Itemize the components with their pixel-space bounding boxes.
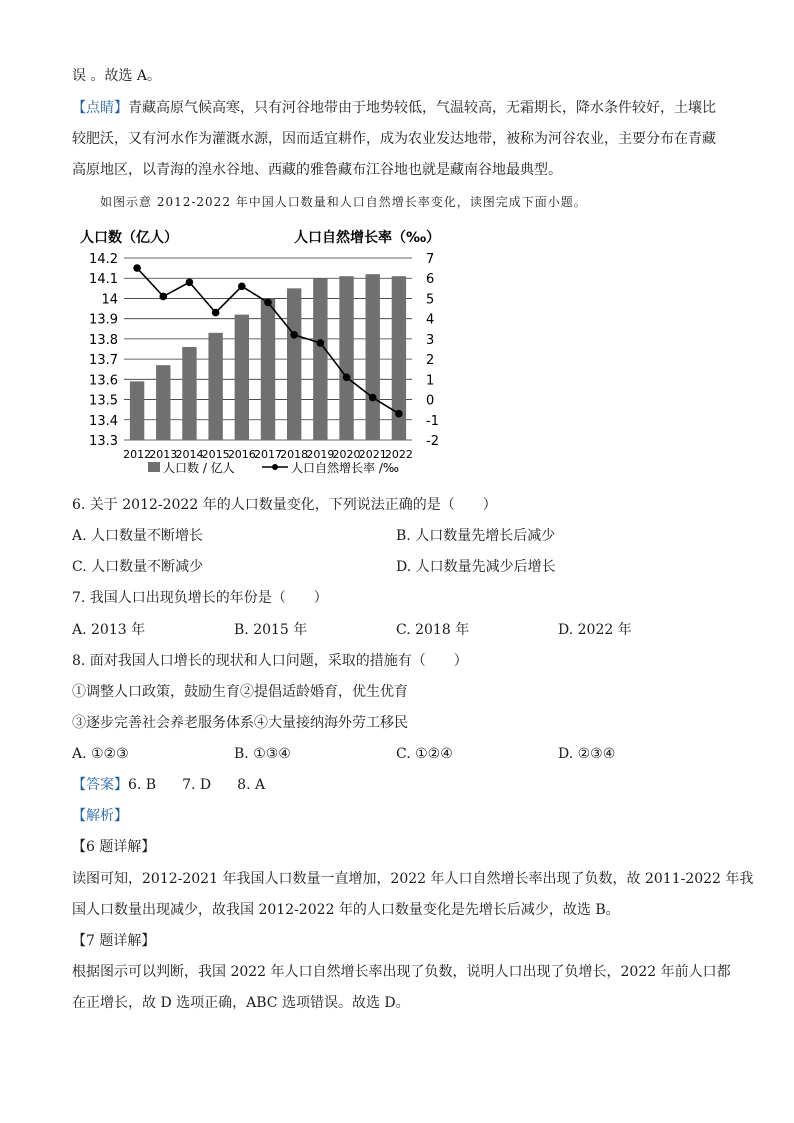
bar-population	[339, 276, 353, 440]
right-tick-label: -2	[426, 434, 439, 449]
bar-population	[156, 365, 170, 440]
q6-option-c[interactable]: C. 人口数量不断减少	[72, 559, 204, 575]
right-tick-label: 1	[426, 373, 435, 389]
tip-text: 青藏高原气候高寒，只有河谷地带由于地势较低，气温较高，无霜期长，降水条件较好，土壤比	[128, 100, 716, 116]
x-tick-label: 2013	[149, 448, 178, 461]
left-tick-label: 13.7	[89, 353, 118, 369]
detail-6-line-1: 读图可知，2012-2021 年我国人口数量一直增加，2022 年人口自然增长率出现了负数，故 2011-2022 年我	[72, 871, 754, 887]
growth-rate-point	[343, 374, 351, 382]
left-tick-label: 13.6	[89, 373, 118, 389]
legend-bar-swatch	[148, 462, 160, 472]
right-tick-label: 7	[426, 252, 435, 267]
analysis-tag: 【解析】	[72, 808, 128, 824]
text-line: 误 。故选 A。	[72, 68, 162, 84]
growth-rate-point	[264, 299, 272, 307]
bar-population	[261, 298, 275, 440]
q7-option-d[interactable]: D. 2022 年	[558, 622, 632, 638]
x-tick-label: 2017	[254, 448, 282, 461]
x-tick-label: 2018	[280, 448, 309, 461]
answer-7: 7. D	[182, 777, 212, 793]
x-tick-label: 2016	[227, 448, 256, 461]
left-tick-label: 14.2	[89, 252, 118, 267]
q6-option-d[interactable]: D. 人口数量先减少后增长	[396, 559, 556, 575]
legend-line-marker	[272, 464, 278, 470]
q6-option-b[interactable]: B. 人口数量先增长后减少	[396, 528, 556, 544]
legend-line-label: 人口自然增长率 /‰	[291, 461, 399, 475]
left-tick-label: 14	[101, 292, 118, 308]
tip-tag: 【点睛】	[72, 100, 128, 116]
left-axis-title: 人口数（亿人）	[80, 230, 178, 246]
growth-rate-point	[133, 264, 141, 272]
right-tick-label: -1	[426, 413, 439, 429]
growth-rate-point	[159, 293, 167, 301]
q7-option-b[interactable]: B. 2015 年	[234, 622, 308, 638]
population-chart	[72, 222, 452, 484]
left-tick-label: 13.5	[89, 393, 118, 409]
answer-line	[72, 775, 265, 795]
right-tick-label: 3	[426, 332, 435, 348]
q6-stem: 6. 关于 2012-2022 年的人口数量变化，下列说法正确的是（ ）	[72, 497, 497, 513]
tip-paragraph-line	[72, 98, 716, 118]
growth-rate-point	[290, 331, 298, 339]
detail-7-tag: 【7 题详解】	[72, 933, 156, 949]
q7-option-c[interactable]: C. 2018 年	[396, 622, 470, 638]
growth-rate-point	[317, 339, 325, 347]
q7-option-a[interactable]: A. 2013 年	[72, 622, 146, 638]
x-tick-label: 2015	[201, 448, 230, 461]
text-line: 高原地区，以青海的湟水谷地、西藏的雅鲁藏布江谷地也就是藏南谷地最典型。	[72, 162, 562, 178]
legend-bar-label: 人口数 / 亿人	[163, 461, 235, 475]
chart-intro: 如图示意 2012-2022 年中国人口数量和人口自然增长率变化，读图完成下面小题。	[100, 195, 587, 209]
q7-stem: 7. 我国人口出现负增长的年份是（ ）	[72, 590, 328, 606]
answer-tag: 【答案】	[72, 777, 128, 793]
left-tick-label: 13.8	[89, 332, 118, 348]
q6-option-a[interactable]: A. 人口数量不断增长	[72, 528, 204, 544]
answer-8: 8. A	[237, 777, 266, 793]
growth-rate-point	[186, 278, 194, 286]
bar-population	[235, 315, 249, 440]
bar-population	[366, 274, 380, 440]
bar-population	[130, 381, 144, 440]
answer-6: 6. B	[128, 777, 157, 793]
left-tick-label: 13.4	[89, 413, 118, 429]
left-tick-label: 13.9	[89, 312, 118, 328]
q8-stem: 8. 面对我国人口增长的现状和人口问题，采取的措施有（ ）	[72, 653, 468, 669]
right-tick-label: 6	[426, 272, 435, 288]
x-tick-label: 2019	[306, 448, 335, 461]
right-tick-label: 2	[426, 353, 435, 369]
right-tick-label: 0	[426, 393, 435, 409]
q8-option-d[interactable]: D. ②③④	[558, 746, 616, 762]
growth-rate-point	[369, 394, 377, 402]
left-tick-label: 13.3	[89, 434, 118, 449]
text-line: 较肥沃，又有河水作为灌溉水源，因而适宜耕作，成为农业发达地带，被称为河谷农业，主要分布在青藏	[72, 131, 716, 147]
detail-6-line-2: 国人口数量出现减少，故我国 2012-2022 年的人口数量变化是先增长后减少，故选 B。	[72, 902, 620, 918]
x-tick-label: 2021	[358, 448, 387, 461]
growth-rate-point	[395, 410, 403, 418]
right-tick-label: 5	[426, 292, 435, 308]
bar-population	[313, 278, 327, 440]
bar-population	[287, 288, 301, 440]
x-tick-label: 2012	[123, 448, 152, 461]
q8-option-a[interactable]: A. ①②③	[72, 746, 129, 762]
detail-6-tag: 【6 题详解】	[72, 839, 156, 855]
q8-statements-2: ③逐步完善社会养老服务体系④大量接纳海外劳工移民	[72, 715, 408, 731]
x-tick-label: 2022	[384, 448, 413, 461]
q8-option-b[interactable]: B. ①③④	[234, 746, 291, 762]
q8-statements-1: ①调整人口政策，鼓励生育②提倡适龄婚育，优生优育	[72, 684, 408, 700]
x-tick-label: 2020	[332, 448, 361, 461]
bar-population	[208, 333, 222, 440]
left-tick-label: 14.1	[89, 272, 118, 288]
growth-rate-point	[238, 283, 246, 291]
right-axis-title: 人口自然增长率（‰）	[294, 230, 441, 246]
detail-7-line-1: 根据图示可以判断，我国 2022 年人口自然增长率出现了负数，说明人口出现了负增长，2022 年前人口都	[72, 964, 731, 980]
x-tick-label: 2014	[175, 448, 204, 461]
right-tick-label: 4	[426, 312, 435, 328]
detail-7-line-2: 在正增长，故 D 选项正确，ABC 选项错误。故选 D。	[72, 995, 410, 1011]
growth-rate-point	[212, 309, 220, 317]
bar-population	[182, 347, 196, 440]
q8-option-c[interactable]: C. ①②④	[396, 746, 453, 762]
